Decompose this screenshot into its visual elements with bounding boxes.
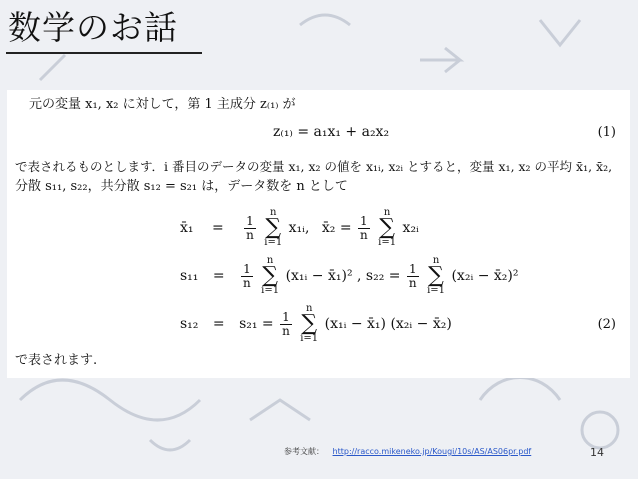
sum-upper: n — [383, 207, 391, 218]
sum-lower: i=1 — [427, 285, 446, 296]
fraction-numerator: 1 — [282, 309, 290, 324]
variance-term-1: (x₁ᵢ − x̄₁)² — [285, 268, 353, 284]
closing-text: で表されます. — [15, 353, 98, 368]
title-underline — [6, 52, 202, 54]
sum-upper: n — [305, 303, 313, 314]
variance-fraction-2 — [407, 263, 419, 290]
mean-lhs: x̄₁ — [180, 220, 194, 236]
sum-lower: i=1 — [261, 285, 280, 296]
sum-upper: n — [266, 255, 274, 266]
sum-symbol: n ∑ i=1 — [261, 255, 280, 296]
covariance-equation — [180, 304, 452, 344]
mean-term-2: x₂ᵢ — [402, 220, 419, 236]
fraction-denominator: n — [408, 275, 417, 290]
fraction-denominator: n — [243, 275, 251, 290]
mean-mid: x̄₂ = — [321, 220, 352, 236]
sum-symbol: n ∑ i=1 — [427, 255, 446, 296]
content-panel — [7, 90, 630, 378]
variance-equation — [180, 256, 518, 296]
covariance-equals: = — [212, 316, 225, 332]
fraction-numerator: 1 — [360, 213, 368, 228]
mean-equation — [180, 208, 419, 248]
fraction-denominator: n — [246, 227, 254, 242]
mean-fraction — [244, 215, 256, 242]
mean-equals: = — [211, 220, 224, 236]
sum-symbol: n ∑ i=1 — [264, 207, 283, 248]
variance-term-2: (x₂ᵢ − x̄₂)² — [451, 268, 519, 284]
covariance-term: (x₁ᵢ − x̄₁) (x₂ᵢ − x̄₂) — [324, 316, 452, 332]
sum-lower: i=1 — [264, 237, 283, 248]
variance-equals: = — [212, 268, 225, 284]
definition-text-2: 分散 s₁₁, s₂₂，共分散 s₁₂ = s₂₁ は，データ数を n として — [15, 179, 348, 194]
reference-link[interactable]: http://racco.mikeneko.jp/Kougi/10s/AS/AS06pr.pdf — [332, 447, 532, 456]
mean-fraction-2 — [358, 215, 370, 242]
definition-text: で表されるものとします．i 番目のデータの変量 x₁, x₂ の値を x₁ᵢ, x₂ᵢ とすると，変量 x₁, x₂ の平均 x̄₁, x̄₂, — [15, 159, 613, 174]
covariance-mid: s₂₁ = — [239, 316, 274, 332]
equation-2-number: (2) — [597, 317, 616, 332]
sum-upper: n — [432, 255, 440, 266]
fraction-numerator: 1 — [246, 213, 254, 228]
equation-1: z₍₁₎ = a₁x₁ + a₂x₂ — [273, 124, 390, 140]
fraction-numerator: 1 — [243, 261, 251, 276]
sum-symbol: n ∑ i=1 — [300, 303, 319, 344]
intro-text: 元の変量 x₁, x₂ に対して，第 1 主成分 z₍₁₎ が — [29, 97, 296, 112]
sum-lower: i=1 — [300, 333, 319, 344]
fraction-denominator: n — [282, 323, 290, 338]
variance-lhs: s₁₁ — [180, 268, 199, 284]
fraction-denominator: n — [360, 227, 368, 242]
variance-fraction — [241, 263, 253, 290]
variance-mid: , s₂₂ = — [357, 268, 401, 284]
reference-footer — [284, 446, 531, 457]
reference-label: 参考文献： — [284, 447, 324, 456]
fraction-numerator: 1 — [408, 261, 417, 276]
sum-symbol: n ∑ i=1 — [378, 207, 397, 248]
page-number: 14 — [590, 446, 604, 459]
covariance-fraction — [280, 311, 292, 338]
sum-upper: n — [270, 207, 277, 218]
slide-title: 数学のお話 — [8, 8, 178, 47]
mean-term-1: x₁ᵢ, — [288, 220, 310, 236]
covariance-lhs: s₁₂ — [180, 316, 199, 332]
sum-lower: i=1 — [378, 237, 397, 248]
equation-1-number: (1) — [597, 125, 616, 140]
